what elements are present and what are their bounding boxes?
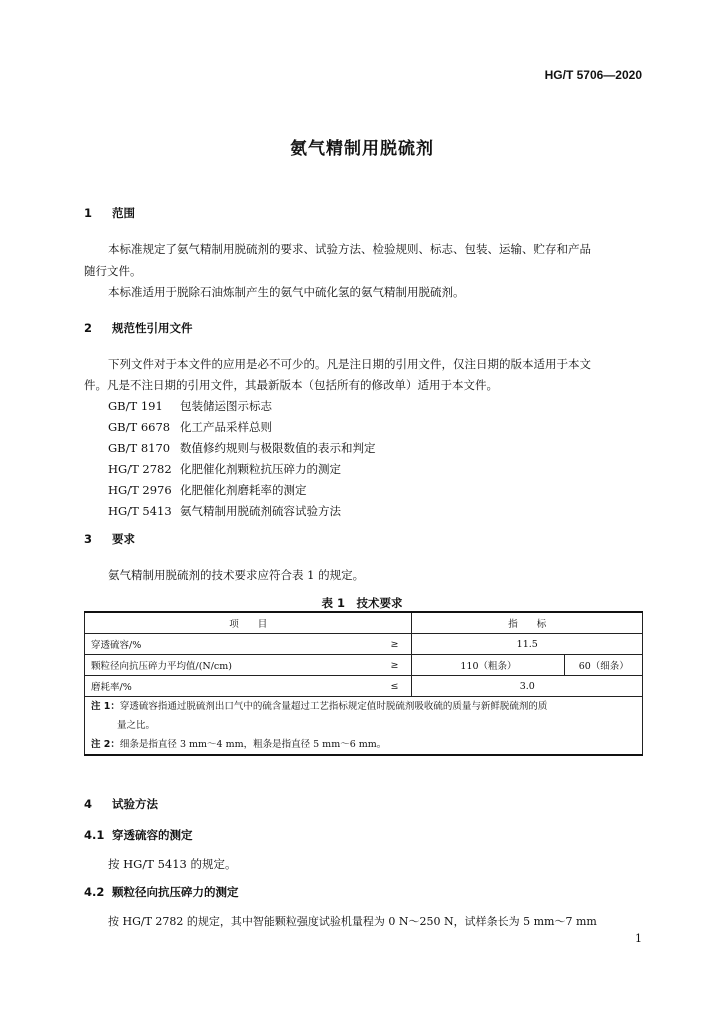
reference-item — [108, 461, 341, 477]
reference-code: GB/T 8170 — [108, 441, 171, 455]
paragraph: 本标准适用于脱除石油炼制产生的氨气中硫化氢的氨气精制用脱硫剂。 — [108, 285, 465, 299]
document-title: 氨气精制用脱硫剂 — [290, 139, 434, 159]
reference-code: GB/T 191 — [108, 399, 163, 413]
section-number: 2 — [84, 321, 93, 335]
reference-title: 化肥催化剂磨耗率的测定 — [180, 483, 307, 497]
reference-item — [108, 419, 272, 435]
reference-code: HG/T 5413 — [108, 504, 172, 518]
table-note-1 — [91, 697, 636, 716]
section-4-heading — [84, 796, 158, 812]
reference-item — [108, 503, 341, 519]
table-notes-row — [85, 697, 643, 756]
subsection-number: 4.2 — [84, 885, 105, 899]
paragraph: 本标准规定了氨气精制用脱硫剂的要求、试验方法、检验规则、标志、包装、运输、贮存和产品 — [108, 242, 591, 256]
paragraph: 按 HG/T 2782 的规定，其中智能颗粒强度试验机量程为 0 N～250 N，试样条长为 5 mm～7 mm — [108, 915, 597, 928]
table-note-2 — [91, 735, 636, 754]
note-label: 注 2： — [91, 739, 120, 750]
subsection-4-2-heading — [84, 884, 239, 900]
section-3-heading — [84, 531, 135, 547]
technical-requirements-table — [84, 611, 643, 756]
section-title: 试验方法 — [112, 797, 158, 811]
table-row — [85, 676, 643, 697]
reference-title: 数值修约规则与极限数值的表示和判定 — [180, 441, 376, 455]
page-number: 1 — [635, 932, 642, 945]
subsection-4-1-heading — [84, 827, 193, 843]
paragraph: 随行文件。 — [84, 264, 142, 278]
row-value: 11.5 — [412, 634, 643, 655]
section-2-heading — [84, 320, 193, 336]
table-row — [85, 634, 643, 655]
paragraph: 按 HG/T 5413 的规定。 — [108, 857, 237, 871]
subsection-title: 颗粒径向抗压碎力的测定 — [112, 885, 239, 899]
paragraph: 下列文件对于本文件的应用是必不可少的。凡是注日期的引用文件，仅注日期的版本适用于本文 — [108, 357, 591, 371]
reference-title: 化工产品采样总则 — [180, 420, 272, 434]
row-value-coarse: 110（粗条） — [412, 655, 565, 676]
paragraph: 件。凡是不注日期的引用文件，其最新版本（包括所有的修改单）适用于本文件。 — [84, 378, 498, 392]
row-operator: ≥ — [377, 655, 412, 676]
reference-code: HG/T 2976 — [108, 483, 172, 497]
section-number: 4 — [84, 797, 93, 811]
table-notes — [85, 697, 643, 756]
row-value-fine: 60（细条） — [565, 655, 643, 676]
standard-number: HG/T 5706—2020 — [544, 68, 642, 82]
reference-title: 包装储运图示标志 — [180, 399, 272, 413]
row-operator: ≥ — [377, 634, 412, 655]
section-number: 3 — [84, 532, 93, 546]
section-title: 范围 — [112, 206, 135, 220]
note-text: 穿透硫容指通过脱硫剂出口气中的硫含量超过工艺指标规定值时脱硫剂吸收硫的质量与新鲜脱硫剂的质 — [119, 701, 548, 712]
note-text: 细条是指直径 3 mm～4 mm，粗条是指直径 5 mm～6 mm。 — [119, 739, 387, 750]
column-header-index: 指 标 — [412, 612, 643, 634]
row-item: 颗粒径向抗压碎力平均值/(N/cm) — [85, 655, 378, 676]
section-number: 1 — [84, 206, 93, 220]
reference-code: GB/T 6678 — [108, 420, 171, 434]
table-note-1-continuation: 量之比。 — [117, 720, 156, 731]
subsection-number: 4.1 — [84, 828, 105, 842]
column-header-item: 项 目 — [85, 612, 412, 634]
table-row — [85, 655, 643, 676]
reference-item — [108, 482, 307, 498]
reference-title: 化肥催化剂颗粒抗压碎力的测定 — [180, 462, 341, 476]
row-item: 穿透硫容/% — [85, 634, 378, 655]
section-title: 规范性引用文件 — [112, 321, 193, 335]
reference-title: 氨气精制用脱硫剂硫容试验方法 — [180, 504, 341, 518]
table-caption: 表 1 技术要求 — [321, 596, 403, 610]
subsection-title: 穿透硫容的测定 — [112, 828, 193, 842]
row-operator: ≤ — [377, 676, 412, 697]
row-value: 3.0 — [412, 676, 643, 697]
reference-code: HG/T 2782 — [108, 462, 172, 476]
reference-item — [108, 440, 376, 456]
note-label: 注 1： — [91, 701, 120, 712]
section-1-heading — [84, 205, 135, 221]
row-item: 磨耗率/% — [85, 676, 378, 697]
section-title: 要求 — [112, 532, 135, 546]
reference-item — [108, 398, 272, 414]
table-header-row — [85, 612, 643, 634]
paragraph: 氨气精制用脱硫剂的技术要求应符合表 1 的规定。 — [108, 568, 365, 582]
